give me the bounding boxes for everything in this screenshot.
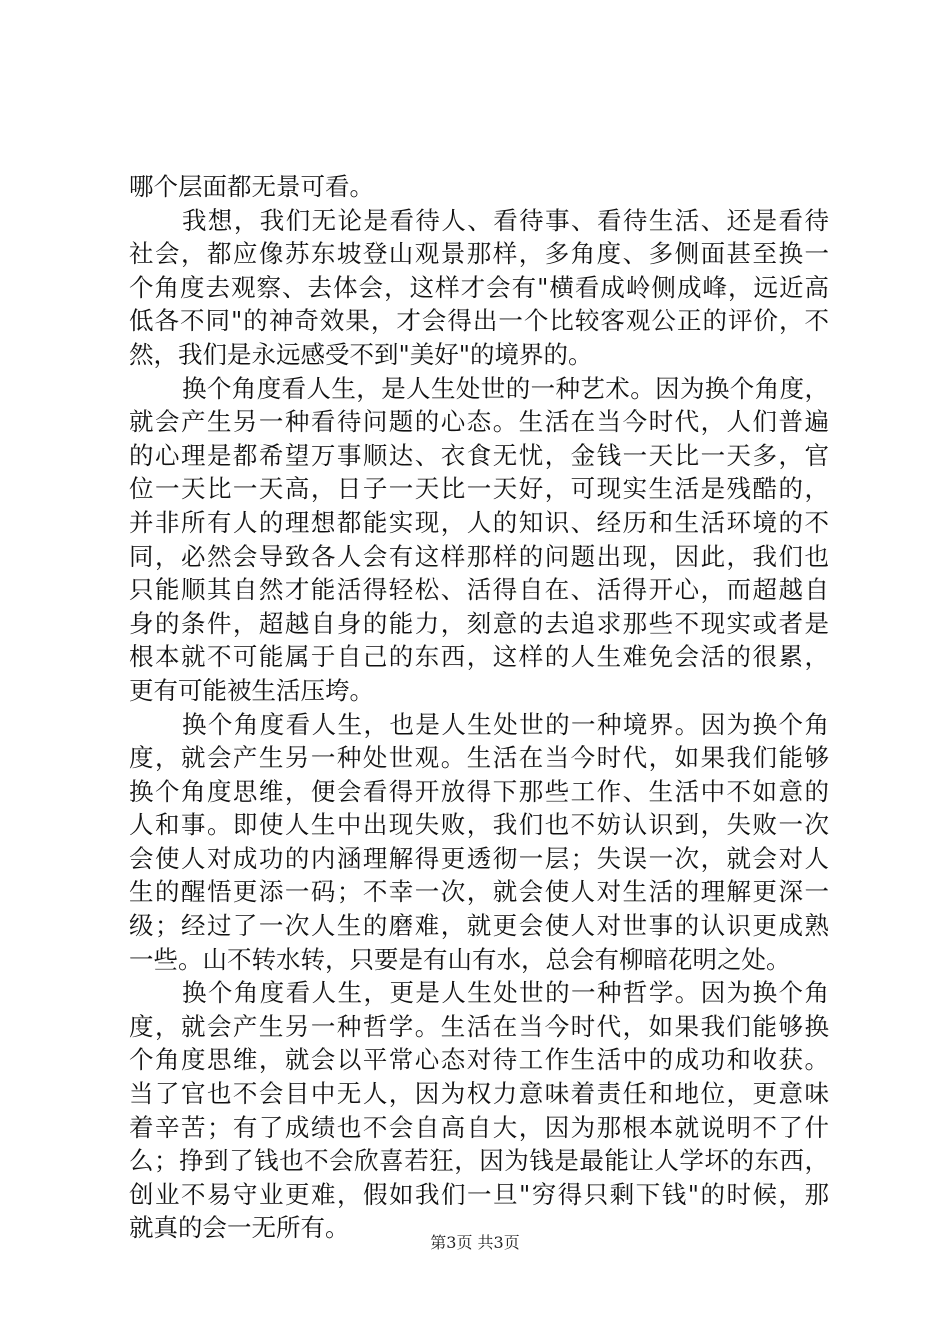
text-line: 当了官也不会目中无人，因为权力意味着责任和地位，更意味 xyxy=(129,1079,829,1109)
text-line: 着辛苦；有了成绩也不会自高自大，因为那根本就说明不了什 xyxy=(129,1112,829,1142)
text-line: 身的条件，超越自身的能力，刻意的去追求那些不现实或者是 xyxy=(129,608,829,638)
paragraph xyxy=(129,708,829,977)
text-line: 更有可能被生活压垮。 xyxy=(129,675,374,705)
text-line: 人和事。即使人生中出现失败，我们也不妨认识到，失败一次 xyxy=(129,810,829,840)
paragraph xyxy=(129,976,829,1245)
page-footer xyxy=(0,1233,950,1253)
paragraph xyxy=(129,170,829,204)
text-line: 级；经过了一次人生的磨难，就更会使人对世事的认识更成熟 xyxy=(129,911,829,941)
text-line: 会使人对成功的内涵理解得更透彻一层；失误一次，就会对人 xyxy=(129,843,829,873)
text-line: 的心理是都希望万事顺达、衣食无忧，金钱一天比一天多，官 xyxy=(129,440,829,470)
text-line: 社会，都应像苏东坡登山观景那样，多角度、多侧面甚至换一 xyxy=(129,239,829,269)
text-line: 我想，我们无论是看待人、看待事、看待生活、还是看待 xyxy=(182,205,829,235)
text-line: 并非所有人的理想都能实现，人的知识、经历和生活环境的不 xyxy=(129,507,829,537)
text-line: 一些。山不转水转，只要是有山有水，总会有柳暗花明之处。 xyxy=(129,944,791,974)
text-line: 换个角度看人生，也是人生处世的一种境界。因为换个角 xyxy=(182,709,829,739)
text-line: 度，就会产生另一种处世观。生活在当今时代，如果我们能够 xyxy=(129,743,829,773)
text-line: 就会产生另一种看待问题的心态。生活在当今时代，人们普遍 xyxy=(129,407,829,437)
text-line: 换个角度思维，便会看得开放得下那些工作、生活中不如意的 xyxy=(129,776,829,806)
text-line: 个角度去观察、去体会，这样才会有"横看成岭侧成峰，远近高 xyxy=(129,272,829,302)
text-line: 然，我们是永远感受不到"美好"的境界的。 xyxy=(129,339,593,369)
text-line: 个角度思维，就会以平常心态对待工作生活中的成功和收获。 xyxy=(129,1045,829,1075)
paragraph xyxy=(129,372,829,708)
text-line: 同，必然会导致各人会有这样那样的问题出现，因此，我们也 xyxy=(129,541,829,571)
text-line: 位一天比一天高，日子一天比一天好，可现实生活是残酷的， xyxy=(129,474,829,504)
text-line: 生的醒悟更添一码；不幸一次，就会使人对生活的理解更深一 xyxy=(129,877,829,907)
text-line: 低各不同"的神奇效果，才会得出一个比较客观公正的评价，不 xyxy=(129,306,829,336)
document-body xyxy=(129,170,829,1245)
text-line: 换个角度看人生，是人生处世的一种艺术。因为换个角度， xyxy=(182,373,829,403)
paragraph xyxy=(129,204,829,372)
page-number: 第3页 共3页 xyxy=(430,1233,520,1252)
text-line: 哪个层面都无景可看。 xyxy=(129,172,374,201)
text-line: 创业不易守业更难，假如我们一旦"穷得只剩下钱"的时候，那 xyxy=(129,1179,829,1209)
text-line: 么；挣到了钱也不会欣喜若狂，因为钱是最能让人学坏的东西， xyxy=(129,1146,829,1176)
text-line: 就真的会一无所有。 xyxy=(129,1213,350,1243)
text-line: 只能顺其自然才能活得轻松、活得自在、活得开心，而超越自 xyxy=(129,575,829,605)
text-line: 度，就会产生另一种哲学。生活在当今时代，如果我们能够换 xyxy=(129,1011,829,1041)
text-line: 换个角度看人生，更是人生处世的一种哲学。因为换个角 xyxy=(182,978,829,1008)
text-line: 根本就不可能属于自己的东西，这样的人生难免会活的很累， xyxy=(129,642,829,672)
